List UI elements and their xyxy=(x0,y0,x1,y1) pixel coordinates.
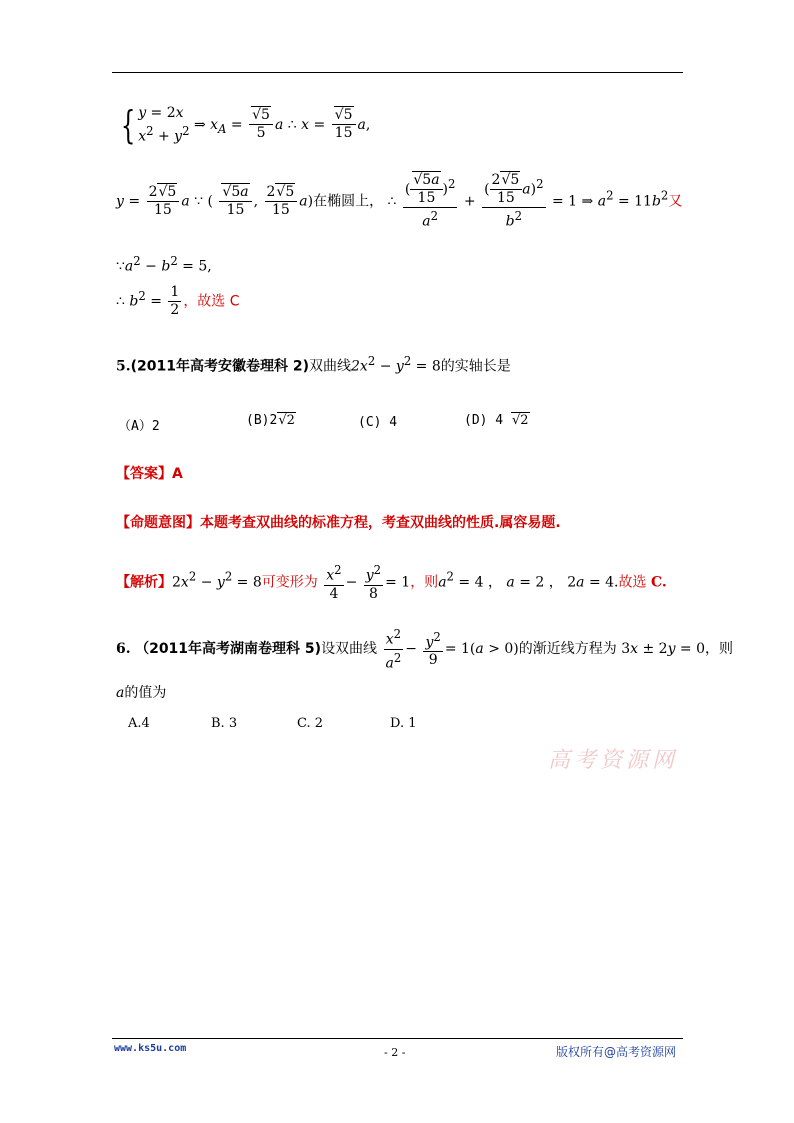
question-number: 6. xyxy=(116,641,131,658)
option-d: D. 1 xyxy=(390,716,417,731)
option-a: A.4 xyxy=(128,716,150,731)
because-symbol: ∵ xyxy=(116,258,125,275)
option-c: (C) 4 xyxy=(358,415,398,430)
analysis-line: 【解析】$2x^2 - y^2 = 8$可变形为 $\frac{x^2}{4}$ − $\frac{y^2}{8}$ = 1，则$a^2 = 4$ ， a = 2 ， 2a = 4.故选 C. xyxy=(116,563,667,602)
stem-text: 的值为 xyxy=(124,685,167,701)
answer-label: 【答案】 xyxy=(116,466,172,482)
watermark: 高考资源网 xyxy=(548,748,679,773)
choose-c-text: ，故选 C xyxy=(183,293,240,310)
stem-text: 的渐近线方程为 xyxy=(518,641,617,658)
footer-rule xyxy=(112,1038,683,1039)
you-text: 又 xyxy=(668,193,683,210)
compound-fraction: ( $\frac{2√5}{15}$ a)$^2$ $b^2$ xyxy=(484,172,544,230)
fraction: $\frac{y^2}{9}$ xyxy=(425,629,441,669)
therefore-symbol: ∴ xyxy=(287,116,297,133)
question-6-stem-line-2: a的值为 xyxy=(116,685,167,701)
stem-text: ，则 xyxy=(705,641,734,658)
footer-copyright: 版权所有@高考资源网 xyxy=(556,1045,677,1059)
answer-value: A xyxy=(172,466,183,482)
intent-line xyxy=(116,512,561,532)
equation-system: { y = 2x $x^2 + y^2$ ⇒ $x_A$ = $\frac{√5}{5}$ a ∴ x = $\frac{√5}{15}$ a, xyxy=(120,102,371,147)
fraction: $\frac{2√5}{15}$ xyxy=(147,184,180,219)
compound-fraction: ( $\frac{√5a}{15}$ )$^2$ $a^2$ xyxy=(404,172,456,230)
fraction: $\frac{x^2}{a^2}$ xyxy=(385,627,402,672)
fraction: $\frac{√5}{5}$ xyxy=(249,107,273,142)
ellipse-text: 在椭圆上， xyxy=(313,193,384,210)
fraction: $\frac{y^2}{8}$ xyxy=(365,563,382,602)
option-c: C. 2 xyxy=(297,716,324,731)
option-a: （A）2 xyxy=(118,419,160,434)
analysis-choice: C. xyxy=(650,574,667,591)
implies-symbol: ⇒ xyxy=(193,116,206,133)
derivation-line-2: y = $\frac{2√5}{15}$ a ∵ ( $\frac{√5a}{15}$ , $\frac{2√5}{15}$ a)在椭圆上， ∴ ( $\frac{√5a}{15}$ )$^2$ $a^2$ + ( $\frac{2√5}{15}$ a)$^2$ $b^2$ = 1 ⇒ $a^2 = 11b^2$又 xyxy=(116,172,683,230)
intent-label: 【命题意图】 xyxy=(116,515,200,531)
fraction: $\frac{1}{2}$ xyxy=(170,284,180,318)
fraction: $\frac{x^2}{4}$ xyxy=(326,563,342,602)
stem-text: 双曲线 xyxy=(309,358,352,375)
stem-text: 设双曲线 xyxy=(321,641,378,658)
system-rows: y = 2x $x^2 + y^2$ xyxy=(138,105,190,145)
question-6-stem: 6. （2011年高考湖南卷理科 5)设双曲线 $\frac{x^2}{a^2}$ − $\frac{y^2}{9}$ = 1(a > 0)的渐近线方程为 3x ± 2y = 0，则 xyxy=(116,627,734,672)
stem-text: 的实轴长是 xyxy=(440,358,511,375)
question-5-stem: 5.(2011年高考安徽卷理科 2)双曲线$2x^2 - y^2 = 8$的实轴长是 xyxy=(116,354,511,375)
option-d: (D) 4 √2 xyxy=(464,413,529,428)
footer-url[interactable]: www.ks5u.com xyxy=(114,1043,187,1054)
intent-text: 本题考查双曲线的标准方程，考查双曲线的性质.属容易题. xyxy=(200,515,561,531)
fraction: $\frac{√5a}{15}$ xyxy=(219,184,251,219)
analysis-text: 故选 xyxy=(618,574,647,591)
question-number: 5. xyxy=(116,358,131,375)
analysis-text: ，则 xyxy=(410,574,439,591)
analysis-text: 可变形为 xyxy=(261,574,318,591)
brace-symbol: { xyxy=(120,102,136,147)
option-b: (B)2√2 xyxy=(246,413,295,428)
question-source: (2011年高考安徽卷理科 2) xyxy=(130,358,310,375)
option-b: B. 3 xyxy=(211,716,238,731)
fraction: $\frac{2√5}{15}$ xyxy=(265,184,298,219)
answer-line xyxy=(116,463,183,483)
fraction: $\frac{√5}{15}$ xyxy=(332,107,356,142)
question-source: （2011年高考湖南卷理科 5) xyxy=(135,641,322,658)
analysis-label: 【解析】 xyxy=(116,574,172,591)
derivation-line-3: $\because a^2 - b^2 = 5$, xyxy=(116,254,212,275)
page-number: - 2 - xyxy=(384,1046,406,1059)
derivation-line-4: ∴ $b^2$ = $\frac{1}{2}$ ，故选 C xyxy=(116,284,240,318)
header-rule xyxy=(112,72,683,73)
